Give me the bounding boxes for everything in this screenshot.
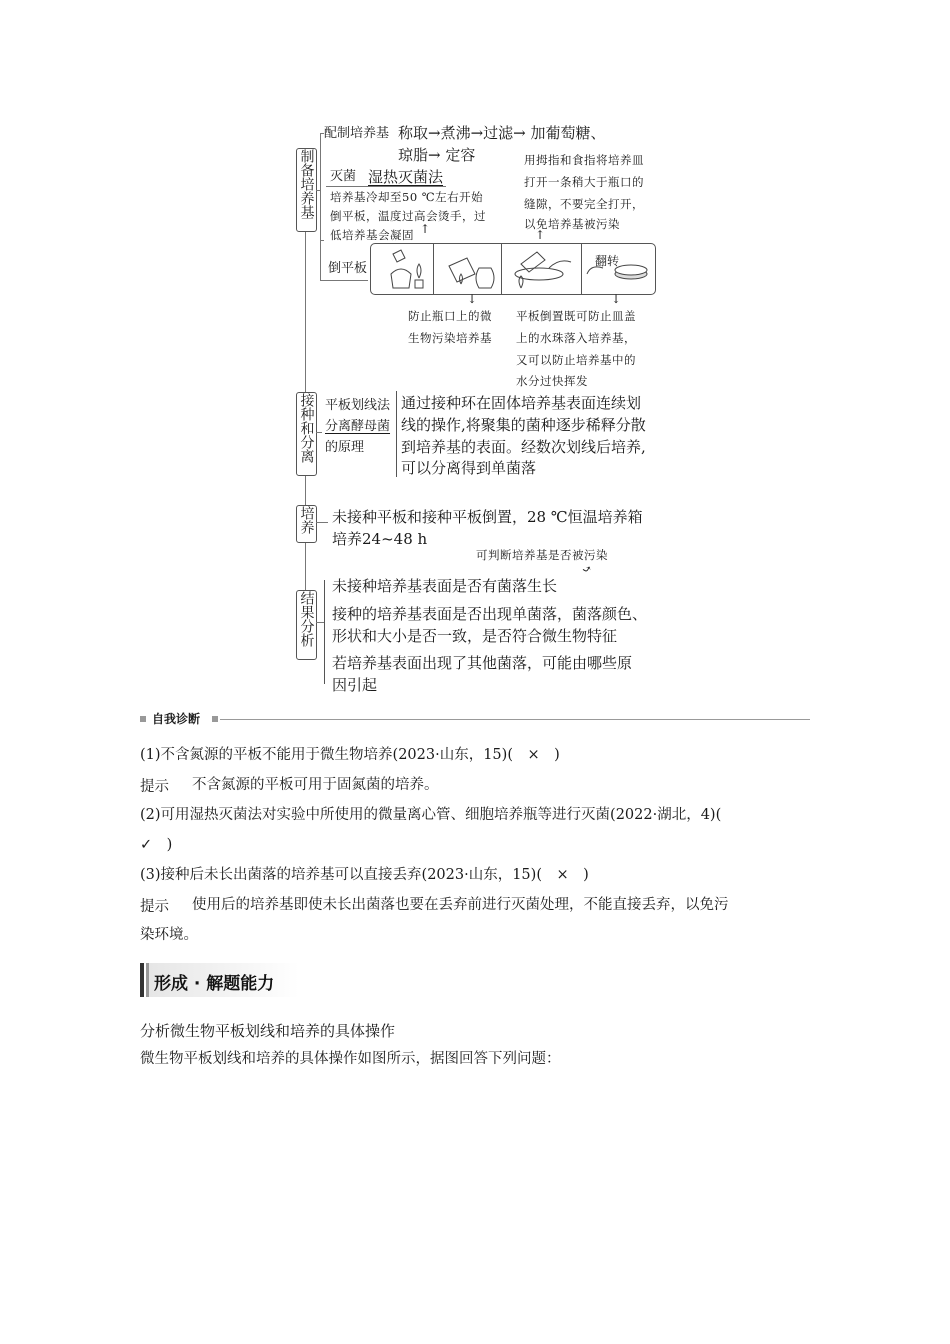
category-inoculate: 接种和分离 — [296, 392, 317, 476]
category-result: 结果分析 — [296, 590, 317, 660]
section-title: 形成 · 解题能力 — [154, 974, 275, 994]
title-rule — [220, 719, 810, 720]
thumb-note-line1: 用拇指和食指将培养皿 — [524, 153, 644, 167]
invert-note-line3: 又可以防止培养基中的 — [516, 353, 636, 367]
bracket-line — [324, 580, 325, 684]
section-subtitle: 分析微生物平板划线和培养的具体操作 — [140, 1022, 396, 1040]
hint-label: 提示 — [140, 899, 169, 915]
category-culture: 培养 — [296, 505, 317, 543]
streak-desc-line4: 可以分离得到单菌落 — [401, 459, 537, 477]
cool-note-line1: 培养基冷却至50 ℃左右开始 — [330, 190, 484, 204]
cool-note-line3: 低培养基会凝固 — [330, 228, 414, 242]
result-item2-line2: 形状和大小是否一致，是否符合微生物特征 — [332, 627, 618, 645]
bracket-tick — [316, 190, 321, 191]
square-bullet-icon — [140, 716, 146, 722]
cool-note-line2: 倒平板，温度过高会烫手，过 — [330, 209, 486, 223]
question-2-line1: (2)可用湿热灭菌法对实验中所使用的微量离心管、细胞培养瓶等进行灭菌(2022·湖北，4)( — [140, 807, 722, 823]
bracket-tick — [316, 622, 324, 623]
invert-note-line1: 平板倒置既可防止皿盖 — [516, 309, 636, 323]
flame-note-line1: 防止瓶口上的微 — [408, 309, 492, 323]
square-bullet-icon — [212, 716, 218, 722]
streak-method-line3: 的原理 — [325, 440, 365, 455]
arrow-down-icon: ↓ — [467, 292, 478, 306]
bracket-line — [396, 391, 397, 477]
arrow-up-icon: ↑ — [535, 228, 546, 242]
hint-1: 不含氮源的平板可用于固氮菌的培养。 — [192, 777, 439, 793]
step-pour-plate-label: 倒平板 — [328, 261, 368, 276]
category-prepare: 制备培养基 — [296, 148, 317, 232]
bracket-tick — [316, 432, 322, 433]
section-bar-dark — [140, 963, 144, 997]
result-item2-line1: 接种的培养基表面是否出现单菌落，菌落颜色、 — [332, 605, 648, 623]
culture-line2: 培养24~48 h — [332, 530, 428, 548]
thumb-note-line2: 打开一条稍大于瓶口的 — [524, 175, 644, 189]
hint-3-line2: 染环境。 — [140, 927, 198, 943]
streak-method-line1: 平板划线法 — [325, 398, 391, 413]
arrow-down-icon: ↓ — [611, 292, 622, 306]
arrow-curve-icon: ⤴ — [579, 560, 595, 578]
self-diagnosis-title: 自我诊断 — [152, 712, 201, 726]
bracket-tick — [320, 240, 324, 241]
thumb-note-line4: 以免培养基被污染 — [524, 217, 620, 231]
bracket-tick — [320, 280, 368, 281]
flame-note-line2: 生物污染培养基 — [408, 331, 492, 345]
sterilize-method: 湿热灭菌法 — [368, 168, 444, 186]
invert-note-line2: 上的水珠落入培养基， — [516, 331, 636, 345]
pour-plate-illustration — [370, 243, 656, 295]
prepare-steps-line2: 琼脂→ 定容 — [398, 146, 476, 164]
streak-desc-line2: 线的操作,将聚集的菌种逐步稀释分散 — [401, 416, 646, 434]
result-item3-line2: 因引起 — [332, 676, 378, 694]
question-1: (1)不含氮源的平板不能用于微生物培养(2023·山东，15)( × ) — [140, 747, 560, 763]
step-prepare-medium-label: 配制培养基 — [324, 126, 390, 141]
hint-label: 提示 — [140, 779, 169, 795]
hint-3-line1: 使用后的培养基即使未长出菌落也要在丢弃前进行灭菌处理，不能直接丢弃，以免污 — [192, 897, 729, 913]
step-sterilize-label: 灭菌 — [330, 169, 357, 184]
flip-label: 翻转 — [595, 254, 620, 268]
contamination-note: 可判断培养基是否被污染 — [476, 548, 608, 562]
thumb-note-line3: 缝隙，不要完全打开， — [524, 197, 644, 211]
streak-method-line2: 分离酵母菌 — [325, 419, 391, 434]
prepare-steps-line1: 称取→煮沸→过滤→ 加葡萄糖、 — [398, 124, 606, 142]
streak-desc-line1: 通过接种环在固体培养基表面连续划 — [401, 394, 642, 412]
result-item1: 未接种培养基表面是否有菌落生长 — [332, 577, 558, 595]
result-item3-line1: 若培养基表面出现了其他菌落，可能由哪些原 — [332, 654, 633, 672]
culture-line1: 未接种平板和接种平板倒置，28 ℃恒温培养箱 — [332, 508, 643, 526]
streak-desc-line3: 到培养基的表面。经数次划线后培养, — [401, 438, 646, 456]
bracket-tick — [316, 522, 328, 523]
section-intro: 微生物平板划线和培养的具体操作如图所示，据图回答下列问题： — [140, 1051, 561, 1067]
question-2-line2: ✓ ) — [140, 837, 173, 853]
question-3: (3)接种后未长出菌落的培养基可以直接丢弃(2023·山东，15)( × ) — [140, 867, 589, 883]
invert-note-line4: 水分过快挥发 — [516, 374, 588, 388]
arrow-up-icon: ↑ — [420, 222, 431, 236]
prepare-bracket — [320, 133, 321, 281]
